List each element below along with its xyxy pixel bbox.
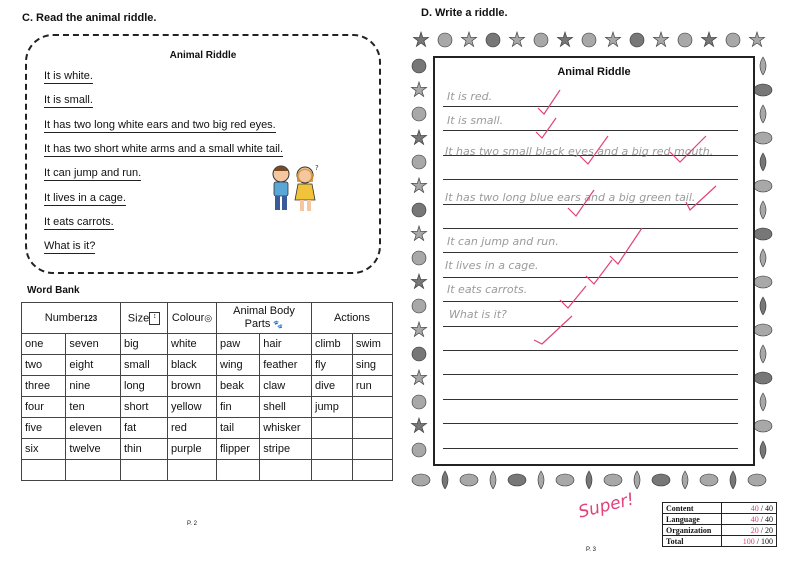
paw-icon: 🐾 [273,320,284,329]
word-bank-cell: long [121,376,168,397]
section-d-heading: D. Write a riddle. [421,7,508,19]
shell-icon [582,33,596,47]
seaweed-icon [634,471,640,489]
starfish-icon [411,418,426,433]
word-bank-cell: fly [312,355,353,376]
seaweed-icon [760,201,766,219]
starfish-icon [411,226,426,241]
word-bank-cell [352,418,392,439]
score-value: 40 [750,514,759,524]
handwritten-line: It is small. [447,114,504,127]
starfish-icon [413,32,428,47]
score-value-cell [722,503,777,514]
word-bank-cell [260,460,312,481]
handwritten-line: It is red. [447,90,493,103]
seaweed-icon [760,105,766,123]
seaweed-icon [760,297,766,315]
fish-icon [754,372,772,384]
word-bank-cell [352,439,392,460]
word-bank-cell: brown [168,376,217,397]
word-bank-cell: purple [168,439,217,460]
word-bank-cell [312,460,353,481]
header-actions: Actions [312,303,393,334]
teacher-tick-marks [520,80,750,350]
word-bank-cell [312,418,353,439]
riddle-line: It has two short white arms and a small white tail. [44,143,284,155]
starfish-icon [557,32,572,47]
page-number-right: P. 3 [586,547,596,553]
score-max: / 20 [760,525,773,535]
seaweed-icon [538,471,544,489]
starfish-icon [411,370,426,385]
fish-icon [652,474,670,486]
fish-icon [700,474,718,486]
word-bank-cell: thin [121,439,168,460]
palette-icon: ◎ [204,313,213,323]
word-bank-cell: nine [66,376,121,397]
riddle-line: It is small. [44,94,93,106]
word-bank-cell: white [168,334,217,355]
score-max: / 40 [760,514,773,524]
riddle-line: It has two long white ears and two big red eyes. [44,119,276,131]
word-bank-cell: big [121,334,168,355]
writing-line [443,374,738,375]
score-value-cell [722,514,777,525]
riddle-box [25,34,381,274]
word-bank-cell: tail [217,418,260,439]
fish-icon [754,324,772,336]
word-bank-cell: six [22,439,66,460]
word-bank-cell: feather [260,355,312,376]
seaweed-icon [760,393,766,411]
riddle-line: What is it? [44,240,96,252]
header-animal-body-parts: Animal Body Parts 🐾 [217,303,312,334]
shell-icon [534,33,548,47]
shell-icon [412,59,426,73]
writing-box-title: Animal Riddle [557,66,631,78]
word-bank-row [22,418,393,439]
word-bank-row [22,355,393,376]
word-bank-cell: one [22,334,66,355]
word-bank-cell [217,460,260,481]
fish-icon [412,474,430,486]
word-bank-cell: climb [312,334,353,355]
fish-icon [754,420,772,432]
word-bank-cell: twelve [66,439,121,460]
word-bank-cell: stripe [260,439,312,460]
word-bank-cell: hair [260,334,312,355]
seaweed-icon [586,471,592,489]
handwritten-line: What is it? [449,308,507,321]
word-bank-cell: fin [217,397,260,418]
starfish-icon [461,32,476,47]
word-bank-cell [121,460,168,481]
word-bank-cell [352,460,392,481]
word-bank-cell: jump [312,397,353,418]
shell-icon [486,33,500,47]
shell-icon [412,107,426,121]
word-bank-cell: dive [312,376,353,397]
header-colour: Colour◎ [168,303,217,334]
score-max: / 100 [756,536,773,546]
word-bank-cell: beak [217,376,260,397]
word-bank-cell: sing [352,355,392,376]
shell-icon [412,251,426,265]
word-bank-cell: seven [66,334,121,355]
starfish-icon [653,32,668,47]
starfish-icon [411,82,426,97]
word-bank-cell [168,460,217,481]
word-bank-row [22,439,393,460]
starfish-icon [411,322,426,337]
shell-icon [412,299,426,313]
writing-line [443,448,738,449]
word-bank-cell: flipper [217,439,260,460]
word-bank-cell: four [22,397,66,418]
riddle-line: It can jump and run. [44,167,142,179]
writing-line [443,399,738,400]
score-table [662,502,777,547]
score-row [663,536,777,547]
writing-line [443,350,738,351]
score-row [663,503,777,514]
word-bank-cell: wing [217,355,260,376]
word-bank-cell [22,460,66,481]
word-bank-cell: paw [217,334,260,355]
score-value: 40 [750,503,759,513]
handwritten-line: It has two small black eyes and a big red mouth. [445,145,714,158]
score-value-cell [722,536,777,547]
score-max: / 40 [760,503,773,513]
shell-icon [630,33,644,47]
word-bank-cell: eight [66,355,121,376]
fish-icon [754,132,772,144]
riddle-line: It eats carrots. [44,216,114,228]
handwritten-line: It lives in a cage. [445,259,539,272]
word-bank-cell: shell [260,397,312,418]
word-bank-cell: black [168,355,217,376]
word-bank-cell: ten [66,397,121,418]
seaweed-icon [760,249,766,267]
word-bank-label: Word Bank [27,285,80,296]
shell-icon [438,33,452,47]
starfish-icon [509,32,524,47]
fish-icon [460,474,478,486]
starfish-icon [605,32,620,47]
starfish-icon [411,274,426,289]
score-value: 20 [750,525,759,535]
size-icon: ↕ [149,312,160,325]
shell-icon [726,33,740,47]
word-bank-cell: fat [121,418,168,439]
starfish-icon [749,32,764,47]
score-label: Content [663,503,722,514]
starfish-icon [411,178,426,193]
seaweed-icon [760,345,766,363]
shell-icon [412,203,426,217]
page-number-left: P. 2 [187,521,197,527]
seaweed-icon [682,471,688,489]
shell-icon [412,443,426,457]
word-bank-cell: red [168,418,217,439]
word-bank-row [22,460,393,481]
word-bank-cell: small [121,355,168,376]
handwritten-line: It can jump and run. [447,235,559,248]
score-value: 100 [742,536,755,546]
fish-icon [556,474,574,486]
word-bank-cell [352,397,392,418]
starfish-icon [411,130,426,145]
word-bank-row [22,376,393,397]
word-bank-cell: run [352,376,392,397]
score-label: Organization [663,525,722,536]
starfish-icon [701,32,716,47]
fish-icon [508,474,526,486]
word-bank-table [21,302,393,481]
word-bank-cell: three [22,376,66,397]
riddle-line: It is white. [44,70,93,82]
seaweed-icon [760,441,766,459]
word-bank-cell: five [22,418,66,439]
score-label: Language [663,514,722,525]
word-bank-row [22,334,393,355]
seaweed-icon [760,153,766,171]
fish-icon [604,474,622,486]
numbers-icon: 123 [83,314,98,323]
shell-icon [412,395,426,409]
word-bank-cell: eleven [66,418,121,439]
seaweed-icon [730,471,736,489]
riddle-title: Animal Riddle [169,50,237,61]
fish-icon [748,474,766,486]
word-bank-cell [66,460,121,481]
seaweed-icon [490,471,496,489]
riddle-line: It lives in a cage. [44,192,126,204]
teacher-comment: Super! [576,489,637,523]
seaweed-icon [760,57,766,75]
shell-icon [412,155,426,169]
fish-icon [754,276,772,288]
shell-icon [412,347,426,361]
word-bank-cell: two [22,355,66,376]
children-illustration [263,162,327,218]
handwritten-line: It eats carrots. [447,283,528,296]
fish-icon [754,180,772,192]
header-number: Number123 [22,303,121,334]
seaweed-icon [442,471,448,489]
word-bank-cell: swim [352,334,392,355]
score-label: Total [663,536,722,547]
word-bank-cell [312,439,353,460]
section-c-heading: C. Read the animal riddle. [22,12,157,24]
handwritten-line: It has two long blue ears and a big green tail. [445,191,696,204]
svg-text:?: ? [315,164,319,172]
fish-icon [754,228,772,240]
word-bank-cell: whisker [260,418,312,439]
fish-icon [754,84,772,96]
score-row [663,514,777,525]
score-row [663,525,777,536]
shell-icon [678,33,692,47]
word-bank-cell: short [121,397,168,418]
word-bank-cell: yellow [168,397,217,418]
writing-line [443,423,738,424]
header-size: Size ↕ [121,303,168,334]
score-value-cell [722,525,777,536]
word-bank-row [22,397,393,418]
word-bank-cell: claw [260,376,312,397]
